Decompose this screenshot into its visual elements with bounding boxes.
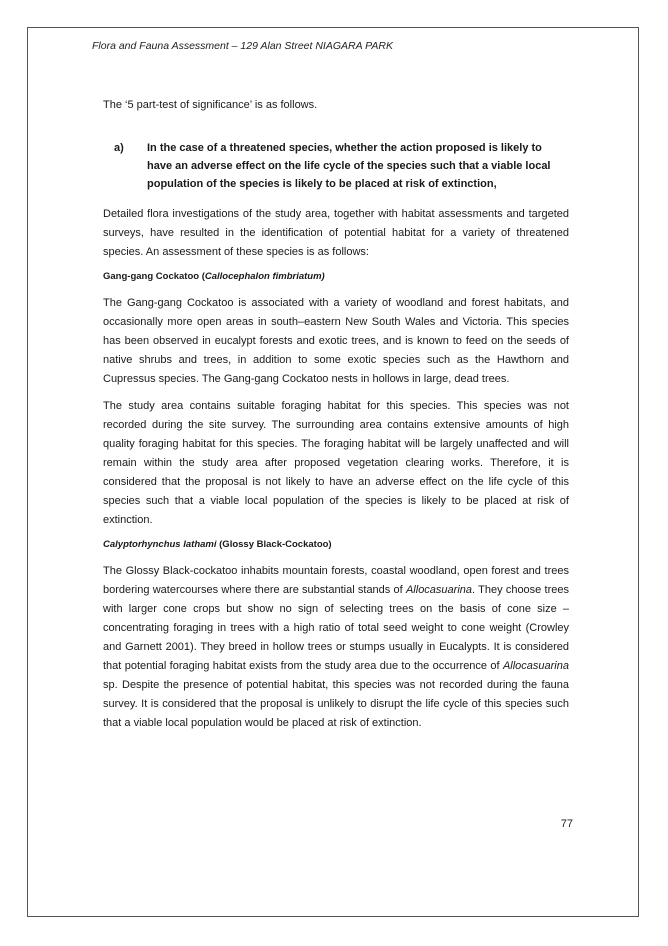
species-scientific-name: Calyptorhynchus lathami (103, 539, 217, 550)
species-scientific-name: Callocephalon fimbriatum) (204, 271, 325, 282)
paragraph-segment: The Glossy Black-cockatoo inhabits mountain forests, coastal woodland, open forest and trees bordering watercourses where there are substantial stands of (103, 565, 569, 596)
genus-name: Allocasuarina (502, 660, 569, 672)
overview-paragraph: Detailed flora investigations of the study area, together with habitat assessments and targeted surveys, have resulted in the identification of potential habitat for a variety of threatened species. An assessment of these species is as follows: (103, 208, 569, 258)
criterion-a (103, 139, 569, 193)
glossy-black-paragraph (103, 562, 569, 733)
criterion-marker: a) (114, 142, 124, 154)
species-heading-gang-gang (103, 270, 569, 284)
gang-gang-paragraph-1: The Gang-gang Cockatoo is associated with a variety of woodland and forest habitats, and occasionally more open areas in south–eastern New South Wales and Victoria. This species has been observed in eucalypt forests and exotic trees, and is known to feed on the seeds of native shrubs and trees, in addition to some exotic species such as the Hawthorn and Cupressus species. The Gang-gang Cockatoo nests in hollows in large, dead trees. (103, 297, 569, 385)
intro-text: The ‘5 part-test of significance’ is as follows. (103, 99, 318, 111)
gang-gang-paragraph-2: The study area contains suitable foraging habitat for this species. This species was not recorded during the site survey. The surrounding area contains extensive amounts of high quality foraging habitat for this species. The foraging habitat will be largely unaffected and will remain within the study area after proposed vegetation clearing works. Therefore, it is considered that the proposal is not likely to have an adverse effect on the life cycle of this species such that a viable local population of the species is likely to be placed at risk of extinction. (103, 400, 569, 526)
page-content (103, 96, 569, 741)
page-number: 77 (560, 818, 573, 830)
species-heading-glossy-black (103, 538, 569, 552)
criterion-text: In the case of a threatened species, whether the action proposed is likely to have an adverse effect on the life cycle of the species such that a viable local population of the species is likely to be placed at risk of extinction, (147, 142, 551, 190)
paragraph-segment: . They choose trees with larger cone crops but show no sign of selecting trees on the basis of cone size – concentrating foraging in trees with a high ratio of total seed weight to cone weight (Crowley and Garnett 2001). They breed in hollow trees or stumps usually in Eucalypts. It is considered that potential foraging habitat exists from the study area due to the occurrence of (103, 584, 569, 672)
running-header: Flora and Fauna Assessment – 129 Alan Street NIAGARA PARK (92, 40, 393, 52)
genus-name: Allocasuarina (405, 584, 473, 596)
paragraph-segment: sp. Despite the presence of potential habitat, this species was not recorded during the fauna survey. It is considered that the proposal is unlikely to disrupt the life cycle of this species such that a viable local population would be placed at risk of extinction. (103, 679, 569, 729)
species-common-name: Gang-gang Cockatoo ( (103, 271, 205, 282)
species-common-name: (Glossy Black-Cockatoo) (216, 539, 332, 550)
